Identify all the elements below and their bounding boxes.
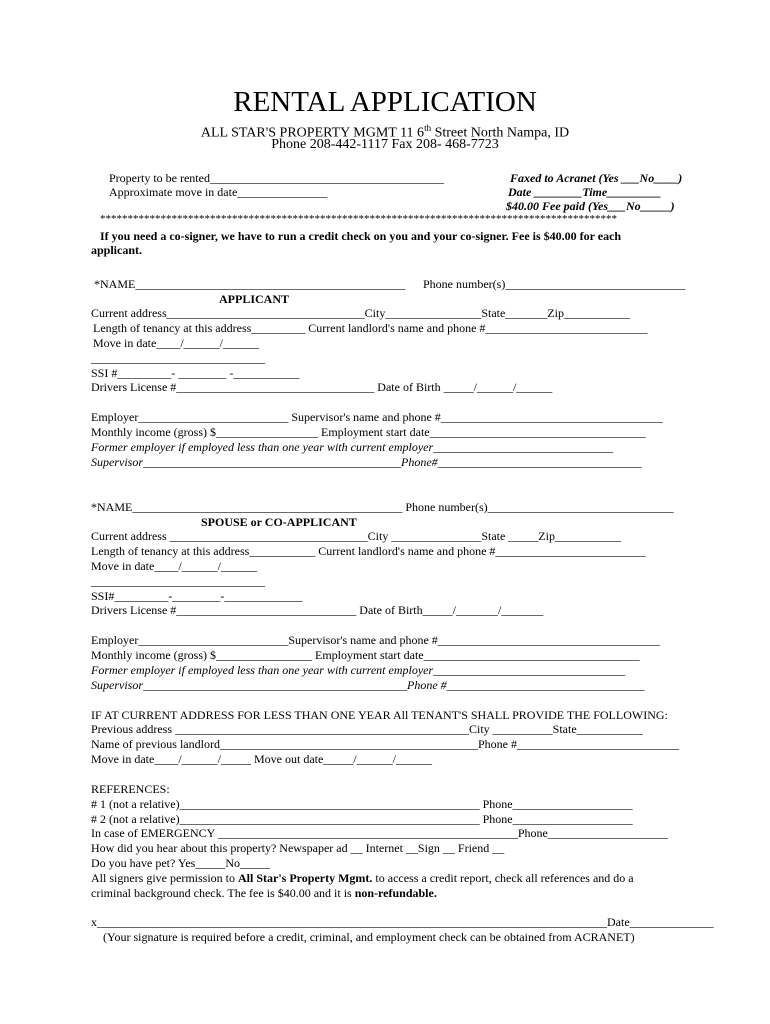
coapplicant-tenancy-field[interactable]: Length of tenancy at this address___________ Current landlord's name and phone #_________________________	[91, 544, 646, 558]
coapplicant-former-employer-field[interactable]: Former employer if employed less than one year with current employer________________________________	[91, 663, 626, 677]
applicant-address-field[interactable]: Current address_________________________________City________________State_______Zip___________	[91, 306, 630, 320]
applicant-move-in-field[interactable]: Move in date____/______/______	[93, 336, 259, 350]
coapplicant-license-dob-field[interactable]: Drivers License #______________________________ Date of Birth_____/_______/_______	[91, 603, 544, 617]
hear-about-field[interactable]: How did you hear about this property? Newspaper ad __ Internet __Sign __ Friend __	[91, 841, 505, 855]
applicant-employer-field[interactable]: Employer_________________________ Supervisor's name and phone #_____________________________________	[91, 410, 663, 424]
applicant-license-dob-field[interactable]: Drivers License #_________________________________ Date of Birth _____/______/______	[91, 380, 553, 394]
fee-paid-field[interactable]: $40.00 Fee paid (Yes___No_____)	[506, 199, 675, 213]
references-heading: REFERENCES:	[91, 782, 170, 796]
coapplicant-blank-line[interactable]: _____________________________	[91, 574, 265, 588]
consent-company: All Star's Property Mgmt.	[238, 871, 373, 885]
company-name: ALL STAR'S PROPERTY MGMT 11 6	[200, 125, 425, 141]
coapplicant-supervisor-field[interactable]: Supervisor____________________________________________Phone #_________________________________	[91, 678, 645, 692]
applicant-ssi-field[interactable]: SSI #_________- ________ -___________	[91, 366, 300, 380]
cosigner-notice-line2: applicant.	[91, 243, 143, 257]
applicant-former-employer-field[interactable]: Former employer if employed less than one year with current employer______________________________	[91, 440, 614, 454]
coapplicant-address-field[interactable]: Current address _________________________________City _______________State _____Zip___________	[91, 529, 621, 543]
reference-2-field[interactable]: # 2 (not a relative)__________________________________________________ Phone____________________	[91, 812, 633, 826]
reference-1-field[interactable]: # 1 (not a relative)__________________________________________________ Phone____________________	[91, 797, 633, 811]
ordinal-suffix: th	[424, 123, 432, 133]
signature-note: (Your signature is required before a credit, criminal, and employment check can be obtained from ACRANET)	[103, 930, 635, 944]
company-phone-fax: Phone 208-442-1117 Fax 208- 468-7723	[271, 137, 499, 152]
coapplicant-income-field[interactable]: Monthly income (gross) $________________ Employment start date____________________________________	[91, 648, 640, 662]
coapplicant-move-in-field[interactable]: Move in date____/______/______	[91, 559, 257, 573]
coapplicant-ssi-field[interactable]: SSI#_________-________-_____________	[91, 589, 303, 603]
consent-text-cont: to access a credit report, check all references and do a	[372, 871, 634, 885]
consent-fee-text: criminal background check. The fee is $40.00 and it is	[91, 886, 355, 900]
applicant-blank-line[interactable]: _____________________________	[91, 351, 265, 365]
coapplicant-employer-field[interactable]: Employer_________________________Supervisor's name and phone #_____________________________________	[91, 633, 660, 647]
faxed-acranet-field[interactable]: Faxed to Acranet (Yes ___No____)	[510, 171, 683, 185]
previous-address-header: IF AT CURRENT ADDRESS FOR LESS THAN ONE YEAR All TENANT'S SHALL PROVIDE THE FOLLOWING:	[91, 708, 668, 722]
coapplicant-heading: SPOUSE or CO-APPLICANT	[201, 515, 357, 529]
consent-line1	[91, 871, 634, 885]
consent-text: All signers give permission to	[91, 871, 238, 885]
pet-field[interactable]: Do you have pet? Yes_____No_____	[91, 856, 270, 870]
applicant-supervisor-field[interactable]: Supervisor___________________________________________Phone#__________________________________	[91, 455, 642, 469]
applicant-tenancy-field[interactable]: Length of tenancy at this address_________ Current landlord's name and phone #___________________________	[93, 321, 648, 335]
street-address: Street North Nampa, ID	[431, 125, 570, 141]
approx-move-in-field[interactable]: Approximate move in date_______________	[109, 185, 328, 199]
previous-landlord-field[interactable]: Name of previous landlord___________________________________________Phone #___________________________	[91, 737, 679, 751]
property-to-rent-field[interactable]: Property to be rented_______________________________________	[109, 171, 444, 185]
applicant-heading: APPLICANT	[219, 292, 290, 306]
emergency-contact-field[interactable]: In case of EMERGENCY __________________________________________________Phone____________________	[91, 826, 668, 840]
page-title: RENTAL APPLICATION	[233, 86, 537, 118]
cosigner-notice-line1: If you need a co-signer, we have to run a credit check on you and your co-signer. Fee is $40.00 for each	[100, 229, 622, 243]
applicant-income-field[interactable]: Monthly income (gross) $_________________ Employment start date____________________________________	[91, 425, 646, 439]
star-divider: **********************************************************************************************	[100, 213, 617, 225]
previous-address-field[interactable]: Previous address _________________________________________________City __________State___________	[91, 722, 643, 736]
applicant-phone-field[interactable]: Phone number(s)______________________________	[423, 277, 686, 291]
date-time-field[interactable]: Date ________Time_________	[508, 185, 662, 199]
non-refundable-text: non-refundable.	[354, 886, 437, 900]
previous-dates-field[interactable]: Move in date____/______/_____ Move out date_____/______/______	[91, 752, 432, 766]
applicant-name-field[interactable]: *NAME_____________________________________________	[94, 277, 406, 291]
signature-date-field[interactable]: x_____________________________________________________________________________________Date______________	[91, 915, 714, 929]
consent-line2	[91, 886, 437, 900]
coapplicant-name-phone-field[interactable]: *NAME_____________________________________________ Phone number(s)_______________________________	[91, 500, 674, 514]
